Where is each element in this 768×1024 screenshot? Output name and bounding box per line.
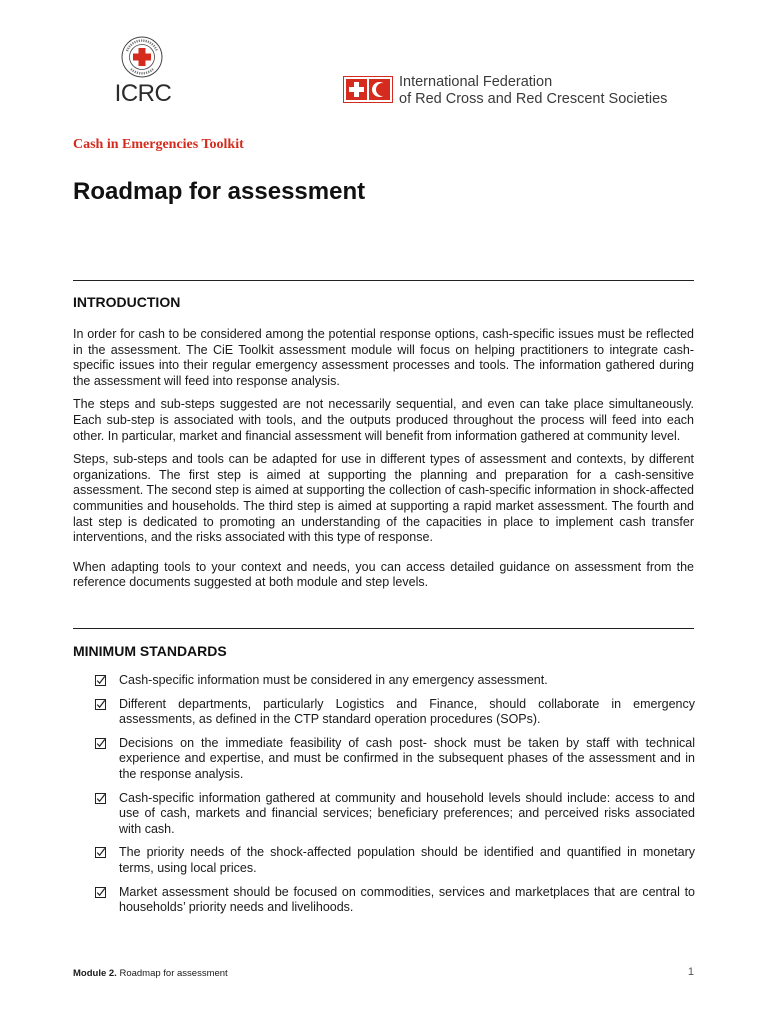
minimum-standards-list [95, 673, 695, 924]
checkbox-checked-icon [95, 738, 106, 749]
checkbox-checked-icon [95, 847, 106, 858]
page-number: 1 [687, 966, 694, 978]
standard-text: The priority needs of the shock-affected population should be identified and quantified in monetary terms, using local prices. [119, 845, 695, 875]
standard-text: Decisions on the immediate feasibility of cash post- shock must be taken by staff with technical experience and expertise, and must be confirmed in the subsequent phases of the assessment and in the response analysis. [119, 735, 695, 781]
minimum-standards-heading: MINIMUM STANDARDS [73, 643, 227, 659]
standard-item [95, 845, 695, 876]
introduction-body [73, 327, 694, 599]
checkbox-checked-icon [95, 675, 106, 686]
footer-module [73, 968, 228, 979]
ifrc-name-line2: of Red Cross and Red Crescent Societies [399, 91, 668, 107]
standard-item [95, 791, 695, 838]
intro-paragraph: The steps and sub-steps suggested are not necessarily sequential, and even can take place simultaneously. Each sub-step is associated with tools, and the outputs produced throughout the process will feed into each other. In particular, market and financial assessment will benefit from information gathered at community level. [73, 397, 694, 443]
red-cross-crescent-icon [343, 76, 393, 103]
footer-module-title: Roadmap for assessment [119, 968, 228, 979]
icrc-logo-text: ICRC [114, 80, 172, 107]
standard-item [95, 885, 695, 916]
standard-text: Cash-specific information must be considered in any emergency assessment. [119, 673, 548, 687]
ifrc-name-line1: International Federation [399, 74, 553, 90]
page-title: Roadmap for assessment [73, 178, 366, 205]
standard-item [95, 673, 695, 689]
standard-text: Market assessment should be focused on commodities, services and marketplaces that are central to households’ priority needs and livelihoods. [119, 884, 695, 915]
standard-text: Cash-specific information gathered at community and household levels should include: access to and use of cash, markets and financial services; beneficiary preferences; and perceived risks associated with cash. [119, 790, 695, 836]
ifrc-name [399, 74, 667, 108]
standard-item [95, 697, 695, 728]
footer-module-label: Module 2. [73, 968, 117, 979]
checkbox-checked-icon [95, 887, 106, 898]
introduction-heading: INTRODUCTION [73, 294, 181, 310]
section-divider [73, 280, 694, 281]
intro-paragraph: When adapting tools to your context and needs, you can access detailed guidance on assessment from the reference documents suggested at both module and step levels. [73, 559, 694, 590]
checkbox-checked-icon [95, 699, 106, 710]
standard-text: Different departments, particularly Logistics and Finance, should collaborate in emergency assessments, as defined in the CTP standard operation procedures (SOPs). [119, 696, 695, 727]
toolkit-label: Cash in Emergencies Toolkit [73, 137, 244, 152]
standard-item [95, 736, 695, 783]
intro-paragraph: In order for cash to be considered among the potential response options, cash-specific issues must be reflected in the assessment. The CiE Toolkit assessment module will focus on helping practitioners to integrate cash-specific issues into their regular emergency assessment processes and tools. The information gathered during the assessment will feed into response analysis. [73, 327, 694, 388]
icrc-seal-icon [121, 36, 163, 78]
checkbox-checked-icon [95, 793, 106, 804]
intro-paragraph: Steps, sub-steps and tools can be adapted for use in different types of assessment and contexts, by different organizations. The first step is aimed at supporting the planning and preparation for a cash-sensitive assessment. The second step is aimed at supporting the collection of cash-specific information in shock-affected communities and households. The third step is aimed at supporting a rapid market assessment. The fourth and last step is dedicated to promoting an understanding of the capacities in place to implement cash transfer interventions, and the risks associated with this type of response. [73, 452, 694, 545]
section-divider [73, 628, 694, 629]
